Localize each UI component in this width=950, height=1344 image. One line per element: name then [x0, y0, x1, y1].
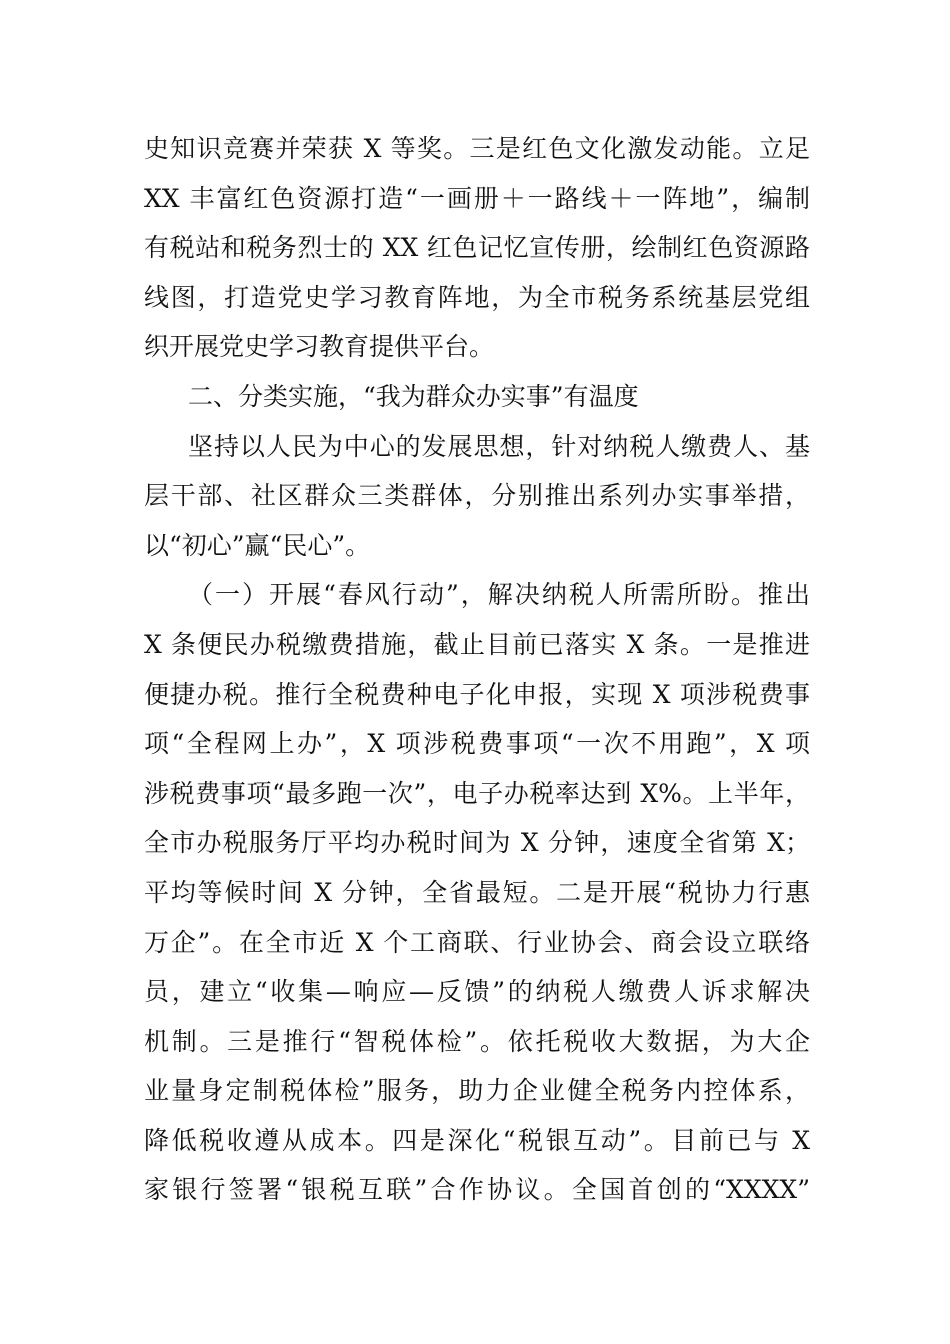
- text-line: 员，建立“收集—响应—反馈”的纳税人缴费人诉求解决: [144, 977, 810, 1007]
- text-line: 业量身定制税体检”服务，助力企业健全税务内控体系，: [144, 1076, 810, 1106]
- text-line: 便捷办税。推行全税费种电子化申报，实现 X 项涉税费事: [144, 679, 810, 709]
- text-line: 织开展党史学习教育提供平台。: [144, 332, 495, 362]
- text-line: 涉税费事项“最多跑一次”，电子办税率达到 X%。上半年，: [144, 778, 810, 808]
- section-heading: 二、分类实施，“我为群众办实事”有温度: [188, 381, 639, 411]
- subsection-heading: （一）开展“春风行动”，解决纳税人所需所盼。推出: [188, 580, 810, 610]
- text-line: 史知识竞赛并荣获 X 等奖。三是红色文化激发动能。立足: [144, 134, 810, 163]
- text-line: 家银行签署“银税互联”合作协议。全国首创的“XXXX”: [144, 1175, 810, 1205]
- text-line: 平均等候时间 X 分钟，全省最短。二是开展“税协力行惠: [144, 877, 810, 907]
- text-line: X 条便民办税缴费措施，截止目前已落实 X 条。一是推进: [144, 629, 810, 659]
- text-line: 机制。三是推行“智税体检”。依托税收大数据，为大企: [144, 1026, 810, 1056]
- text-line: 有税站和税务烈士的 XX 红色记忆宣传册，绘制红色资源路: [144, 233, 810, 263]
- text-line: 降低税收遵从成本。四是深化“税银互动”。目前已与 X: [144, 1125, 810, 1155]
- text-line: XX 丰富红色资源打造“一画册＋一路线＋一阵地”，编制: [144, 183, 810, 213]
- text-line: 以“初心”赢“民心”。: [144, 530, 371, 560]
- text-line: 全市办税服务厅平均办税时间为 X 分钟，速度全省第 X；: [144, 828, 810, 858]
- text-line: 万企”。在全市近 X 个工商联、行业协会、商会设立联络: [144, 927, 810, 957]
- body-text: [144, 124, 810, 1215]
- text-line: 项“全程网上办”，X 项涉税费事项“一次不用跑”，X 项: [144, 729, 810, 759]
- text-line: 线图，打造党史学习教育阵地，为全市税务系统基层党组: [144, 282, 810, 312]
- paragraph-first-line: 坚持以人民为中心的发展思想，针对纳税人缴费人、基: [188, 431, 810, 461]
- text-line: 层干部、社区群众三类群体，分别推出系列办实事举措，: [144, 481, 810, 511]
